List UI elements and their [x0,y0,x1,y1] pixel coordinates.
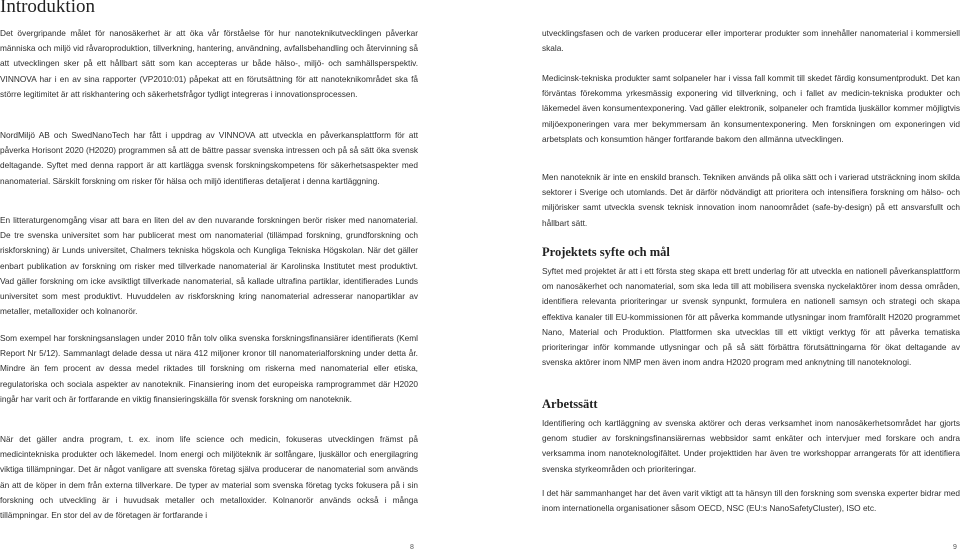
section-heading-method: Arbetssätt [542,397,598,411]
right-page [480,0,960,553]
intro-paragraph-1: Det övergripande målet för nanosäkerhet är att öka vår förståelse för hur nanoteknikutvecklingen påverkar människa och miljö vid råvaroproduktion, tillverkning, hantering, användning, avfallsbehandling och återvinning så att utvecklingen sker på ett hållbart sätt som kan accepteras ur både hälso-, miljö- och samhällsperspektiv. VINNOVA har i en av sina rapporter (VP2010:01) påpekat att en förutsättning för att nanoteknikområdet ska få större legitimitet är att riskhantering och säkerhetsfrågor tydligt integreras i innovationsprocessen. [0,28,418,99]
continued-paragraph-1: utvecklingsfasen och de varken producerar eller importerar produkter som innehåller nanomaterial i kommersiell skala. [542,28,960,54]
page-number-left: 8 [410,544,414,551]
page-number-right: 9 [953,544,957,551]
intro-paragraph-5: När det gäller andra program, t. ex. inom life science och medicin, fokuseras utvecklingen främst på medicintekniska produkter och läkemedel. Inom energi och miljöteknik är solfångare, ljuskällor och energilagring viktiga tillämpningar. Det är något vanligare att svenska företag själva producerar de nanomaterial som används än att de köper in dem från externa tillverkare. De typer av material som svenska företag tycks fokusera på i sin forskning och utveckling är i huvudsak metaller och metalloxider. Kolnanorör används också i många tillämpningar. En stor del av de företagen är fortfarande i [0,434,418,521]
method-paragraph-1: Identifiering och kartläggning av svenska aktörer och deras verksamhet inom nanosäkerhetsområdet har gjorts genom studier av forskningsfinansiärernas webbsidor samt enkäter och intervjuer med forskare och andra verksamma inom nanoteknologifältet. Under projekttiden har även tre workshoppar arrangerats för att identifiera svenska styrkeområden och prioriteringar. [542,418,960,474]
page-title: Introduktion [0,0,95,17]
intro-paragraph-2: NordMiljö AB och SwedNanoTech har fått i uppdrag av VINNOVA att utveckla en påverkansplattform för att påverka Horisont 2020 (H2020) programmen så att de bättre passar svenska intressen och på så sätt öka svensk deltagande. Syftet med denna rapport är att kartlägga svensk forskningskompetens för säkerhetsaspekter med nanomaterial. Särskilt forskning om risker för hälsa och miljö identifieras detaljerat i denna kartläggning. [0,130,418,186]
purpose-paragraph: Syftet med projektet är att i ett första steg skapa ett brett underlag för att utveckla en nationell påverkansplattform om nanosäkerhet och nanomaterial, som ska leda till att mobilisera svenska nyckelaktörer inom dessa områden, identifiera relevanta prioriteringar ur svensk synpunkt, formulera en nationell samsyn och strategi och skapa effektiva kanaler till EU-kommissionen för att påverka kommande utlysningar inom framförallt H2020 programmet Nano, Material och Produktion. Plattformen ska utvecklas till ett viktigt verktyg för att påverka tematiska prioriteringar inför kommande utlysningar och på så sätt förbättra förutsättningarna för ökat deltagande av svenska aktörer inom NMP men även inom andra H2020 program med anknytning till nanoteknologi. [542,266,960,368]
intro-paragraph-3: En litteraturgenomgång visar att bara en liten del av den nuvarande forskningen berör risker med nanomaterial. De tre svenska universitet som har publicerat mest om nanomaterial (tillämpad forskning, grundforskning och riskforskning) är Lunds universitet, Chalmers tekniska högskola och Kungliga Tekniska Högskolan. När det gäller enbart publikation av forskning om risker med tillverkade nanomaterial är Karolinska Institutet mest produktivt. Vad gäller forskning om icke avsiktligt tillverkade nanomaterial, så kallade ultrafina partiklar, identifierades Lunds universitet som mest produktivt. Huvuddelen av riskforskning kring nanomaterial adresserar nanopartiklar av metaller, metalloxider och kolnanorör. [0,215,418,317]
intro-paragraph-4: Som exempel har forskningsanslagen under 2010 från tolv olika svenska forskningsfinansiärer identifierats (Keml Report Nr 5/12). Sammanlagt delade dessa ut nära 412 miljoner kronor till nanomaterialforskning under detta år. Mindre än fem procent av dessa medel riktades till forskning om riskerna med nanomaterial eller etiska, regulatoriska och sociala aspekter av nanoteknik. Finansiering inom det europeiska ramprogrammet där H2020 ingår har varit och är fortfarande en viktig finansieringskälla för svensk forskning om nanoteknik. [0,333,418,404]
continued-paragraph-2: Medicinsk-tekniska produkter samt solpaneler har i vissa fall kommit till skedet färdig konsumentprodukt. Det kan förväntas förekomma yrkesmässig exponering vid tillverkning, och i fallet av medicin-tekniska produkter och läkemedel även konsumentexponering. Vad gäller elektronik, solpaneler och framtida ljuskällor kommer möjligtvis miljöexponeringen vara mer bekymmersam än konsumentexponering. Men forskningen om exponeringen vid arbetsplats och konsumtion hänger fortfarande bakom den allmänna utvecklingen. [542,73,960,144]
section-heading-purpose: Projektets syfte och mål [542,245,670,259]
continued-paragraph-3: Men nanoteknik är inte en enskild bransch. Tekniken används på olika sätt och i varierad utsträckning inom skilda sektorer i Sverige och utomlands. Det är därför nödvändigt att prioritera och intensifiera forskning om hälso- och miljörisker samt utveckla svensk teknisk innovation inom nanoområdet (safe-by-design) på ett ansvarsfullt och hållbart sätt. [542,172,960,228]
method-paragraph-2: I det här sammanhanget har det även varit viktigt att ta hänsyn till den forskning som svenska experter bidrar med inom internationella organisationer såsom OECD, NSC (EU:s NanoSafetyCluster), ISO etc. [542,488,960,514]
